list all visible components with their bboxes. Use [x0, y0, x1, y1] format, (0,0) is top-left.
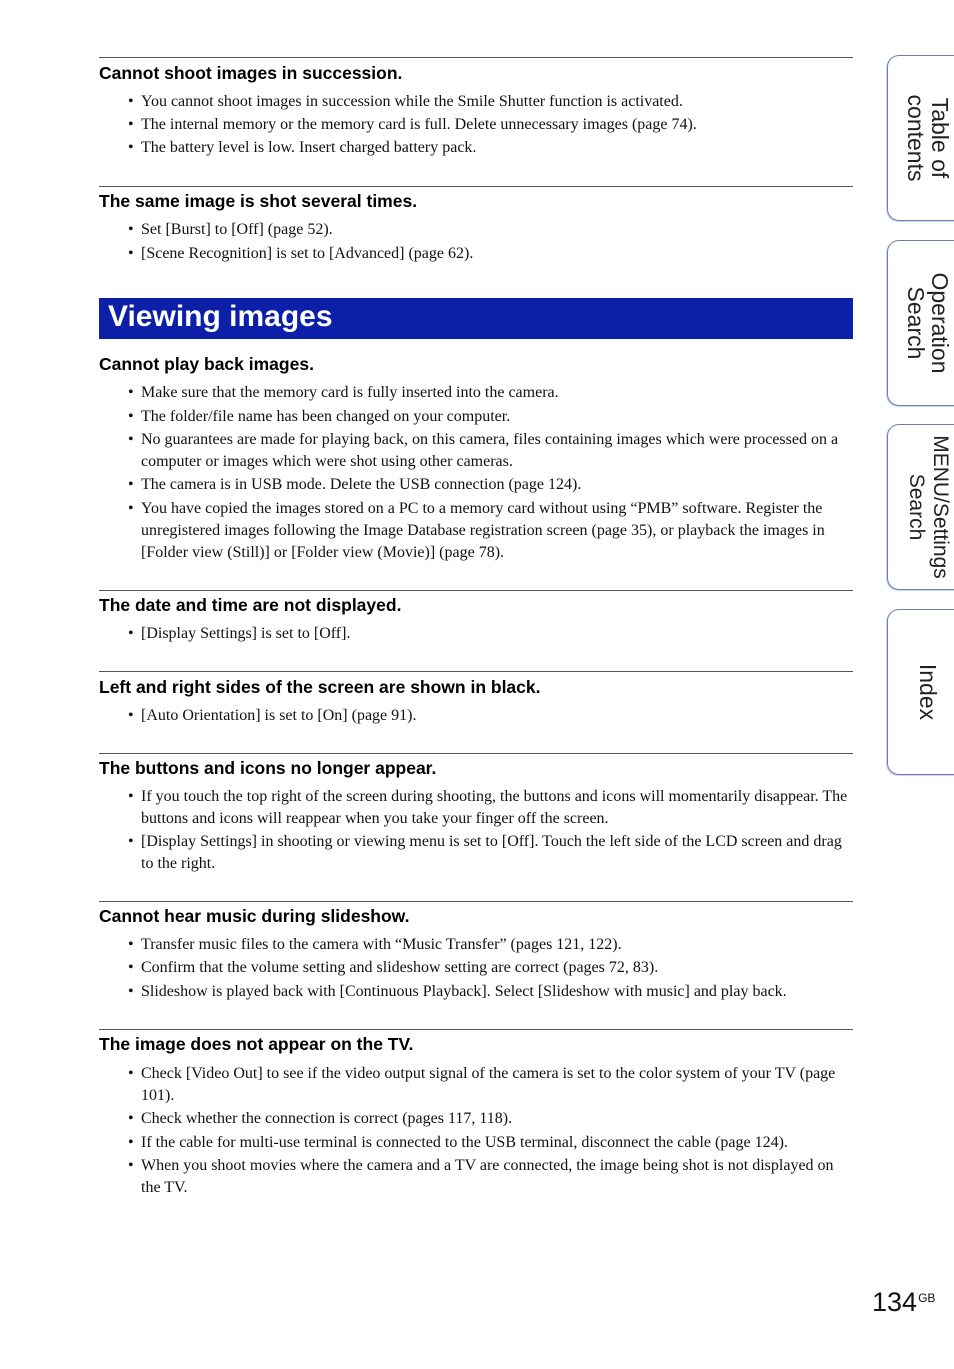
section-heading: The date and time are not displayed.: [99, 595, 402, 615]
tab-menu-settings-search[interactable]: [887, 424, 954, 590]
page-number-value: 134: [872, 1287, 918, 1317]
section-buttons-icons-no-longer-appear: [99, 753, 853, 875]
list-item: • No guarantees are made for playing back, on this camera, files containing images which were processed on a computer or images which were shot using other cameras.: [99, 429, 853, 473]
tab-label: Table of contents: [903, 94, 953, 182]
list-item: • Set [Burst] to [Off] (page 52).: [99, 219, 853, 241]
section-same-image-shot-several-times: [99, 186, 853, 265]
list-item: • [Display Settings] in shooting or viewing menu is set to [Off]. Touch the left side of the LCD screen and drag to the right.: [99, 831, 853, 875]
bullet-list: [99, 1063, 853, 1199]
bullet-list: [99, 623, 853, 645]
section-sides-shown-in-black: [99, 671, 853, 727]
section-heading: The same image is shot several times.: [99, 191, 418, 211]
page-number: [872, 1287, 935, 1318]
tab-label: Index: [915, 663, 941, 721]
tab-label: MENU/Settings Search: [905, 435, 952, 579]
list-item: • [Auto Orientation] is set to [On] (page 91).: [99, 705, 853, 727]
section-divider: [99, 590, 853, 591]
list-item: • [Display Settings] is set to [Off].: [99, 623, 853, 645]
section-cannot-play-back-images: [99, 353, 853, 564]
section-cannot-shoot-in-succession: [99, 57, 853, 159]
banner-title: Viewing images: [108, 300, 333, 333]
list-item: • Slideshow is played back with [Continuous Playback]. Select [Slideshow with music] and play back.: [99, 981, 853, 1003]
tab-table-of-contents[interactable]: [887, 55, 954, 221]
bullet-list: [99, 934, 853, 1003]
list-item: • If the cable for multi-use terminal is connected to the USB terminal, disconnect the cable (page 124).: [99, 1132, 853, 1154]
list-item: • [Scene Recognition] is set to [Advanced] (page 62).: [99, 243, 853, 265]
section-heading: The image does not appear on the TV.: [99, 1034, 414, 1054]
bullet-list: [99, 219, 853, 265]
section-heading: Cannot play back images.: [99, 354, 314, 374]
list-item: • The camera is in USB mode. Delete the USB connection (page 124).: [99, 474, 853, 496]
page-number-suffix: GB: [918, 1291, 936, 1305]
list-item: • Confirm that the volume setting and slideshow setting are correct (pages 72, 83).: [99, 957, 853, 979]
list-item: • Check [Video Out] to see if the video output signal of the camera is set to the color system of your TV (page 101).: [99, 1063, 853, 1107]
section-heading: Left and right sides of the screen are shown in black.: [99, 677, 541, 697]
tab-index[interactable]: [887, 609, 954, 775]
bullet-list: [99, 705, 853, 727]
tab-label: Operation Search: [903, 272, 953, 374]
section-cannot-hear-music: [99, 901, 853, 1003]
list-item: • The folder/file name has been changed on your computer.: [99, 406, 853, 428]
section-divider: [99, 753, 853, 754]
section-divider: [99, 57, 853, 58]
bullet-list: [99, 382, 853, 564]
section-divider: [99, 671, 853, 672]
list-item: • You cannot shoot images in succession while the Smile Shutter function is activated.: [99, 91, 853, 113]
list-item: • If you touch the top right of the screen during shooting, the buttons and icons will momentarily disappear. The buttons and icons will reappear when you take your finger off the screen.: [99, 786, 853, 830]
list-item: • You have copied the images stored on a PC to a memory card without using “PMB” software. Register the unregistered images following the Image Database registration screen (page 35), or playback the images in [Folder view (Still)] or [Folder view (Movie)] (page 78).: [99, 498, 853, 564]
bullet-list: [99, 91, 853, 159]
section-heading: The buttons and icons no longer appear.: [99, 758, 437, 778]
list-item: • Check whether the connection is correct (pages 117, 118).: [99, 1108, 853, 1130]
section-divider: [99, 901, 853, 902]
section-heading: Cannot shoot images in succession.: [99, 63, 403, 83]
section-date-time-not-displayed: [99, 590, 853, 645]
list-item: • The internal memory or the memory card is full. Delete unnecessary images (page 74).: [99, 114, 853, 136]
list-item: • Make sure that the memory card is fully inserted into the camera.: [99, 382, 853, 404]
viewing-images-banner: [99, 298, 853, 339]
section-heading: Cannot hear music during slideshow.: [99, 906, 410, 926]
section-divider: [99, 186, 853, 187]
list-item: • When you shoot movies where the camera and a TV are connected, the image being shot is not displayed on the TV.: [99, 1155, 853, 1199]
section-divider: [99, 1029, 853, 1030]
list-item: • Transfer music files to the camera with “Music Transfer” (pages 121, 122).: [99, 934, 853, 956]
list-item: • The battery level is low. Insert charged battery pack.: [99, 137, 853, 159]
tab-operation-search[interactable]: [887, 240, 954, 406]
bullet-list: [99, 786, 853, 875]
section-image-not-on-tv: [99, 1029, 853, 1199]
